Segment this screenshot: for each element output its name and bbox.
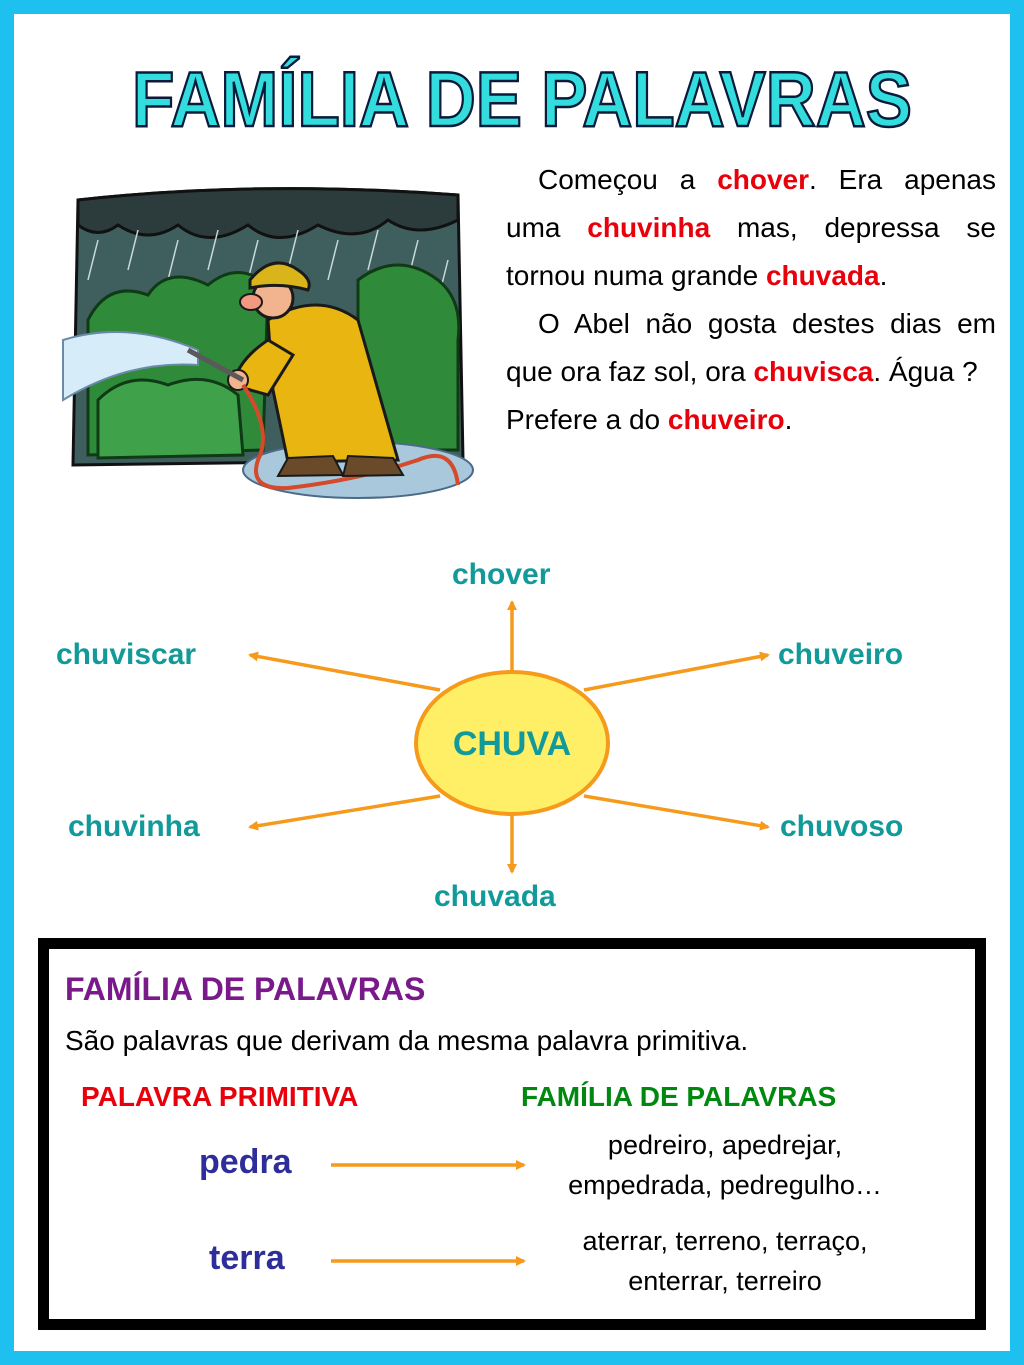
family-word-chuvinha: chuvinha	[68, 810, 200, 843]
family-word-chuvoso: chuvoso	[780, 810, 904, 843]
family-words-line: pedreiro, apedrejar,	[607, 1130, 843, 1160]
highlight-chuvada: chuvada	[765, 260, 880, 291]
story-text	[506, 156, 996, 444]
story-paragraph-1	[506, 156, 996, 300]
column-header-family: FAMÍLIA DE PALAVRAS	[521, 1081, 837, 1112]
center-word: CHUVA	[452, 725, 572, 763]
definition-box	[38, 938, 986, 1330]
primitive-word-terra: terra	[209, 1239, 285, 1277]
story-text-segment: . Era apenas uma	[506, 164, 996, 243]
definition-text: São palavras que derivam da mesma palavra primitiva.	[65, 1025, 749, 1056]
arrow-to-chuvinha	[250, 796, 440, 827]
family-word-chuvada: chuvada	[434, 880, 556, 913]
rain-illustration	[58, 170, 478, 515]
family-word-chuviscar: chuviscar	[56, 638, 197, 671]
story-text-segment: mas, depressa se tornou numa grande	[506, 212, 996, 291]
highlight-chover: chover	[717, 164, 810, 195]
page-title	[0, 40, 1024, 140]
family-word-chuveiro: chuveiro	[778, 638, 904, 671]
story-paragraph-3	[506, 396, 996, 444]
column-header-primitive: PALAVRA PRIMITIVA	[81, 1081, 359, 1112]
story-text-segment: .	[879, 260, 888, 291]
highlight-chuvisca: chuvisca	[753, 356, 874, 387]
primitive-word-pedra: pedra	[199, 1143, 292, 1181]
page-title-text: FAMÍLIA DE PALAVRAS	[132, 55, 912, 140]
story-text-segment: Começou a	[538, 164, 718, 195]
story-text-segment: O Abel não gosta destes dias em que ora faz sol, ora	[506, 308, 996, 387]
family-words-pedra	[515, 1125, 935, 1205]
story-text-segment: . Água ?	[873, 356, 978, 387]
family-words-terra	[515, 1221, 935, 1301]
highlight-chuveiro: chuveiro	[667, 404, 785, 435]
family-words-line: enterrar, terreiro	[628, 1266, 822, 1296]
definition-title: FAMÍLIA DE PALAVRAS	[65, 971, 426, 1007]
arrow-to-chuviscar	[250, 655, 440, 690]
story-paragraph-2	[506, 300, 996, 396]
story-text-segment: Prefere a do	[506, 404, 668, 435]
story-text-segment: .	[784, 404, 793, 435]
arrow-to-chuvoso	[584, 796, 768, 827]
arrow-to-chuveiro	[584, 655, 768, 690]
family-words-line: aterrar, terreno, terraço,	[582, 1226, 868, 1256]
family-word-chover: chover	[452, 558, 551, 591]
family-words-line: empedrada, pedregulho…	[568, 1170, 882, 1200]
highlight-chuvinha: chuvinha	[587, 212, 711, 243]
